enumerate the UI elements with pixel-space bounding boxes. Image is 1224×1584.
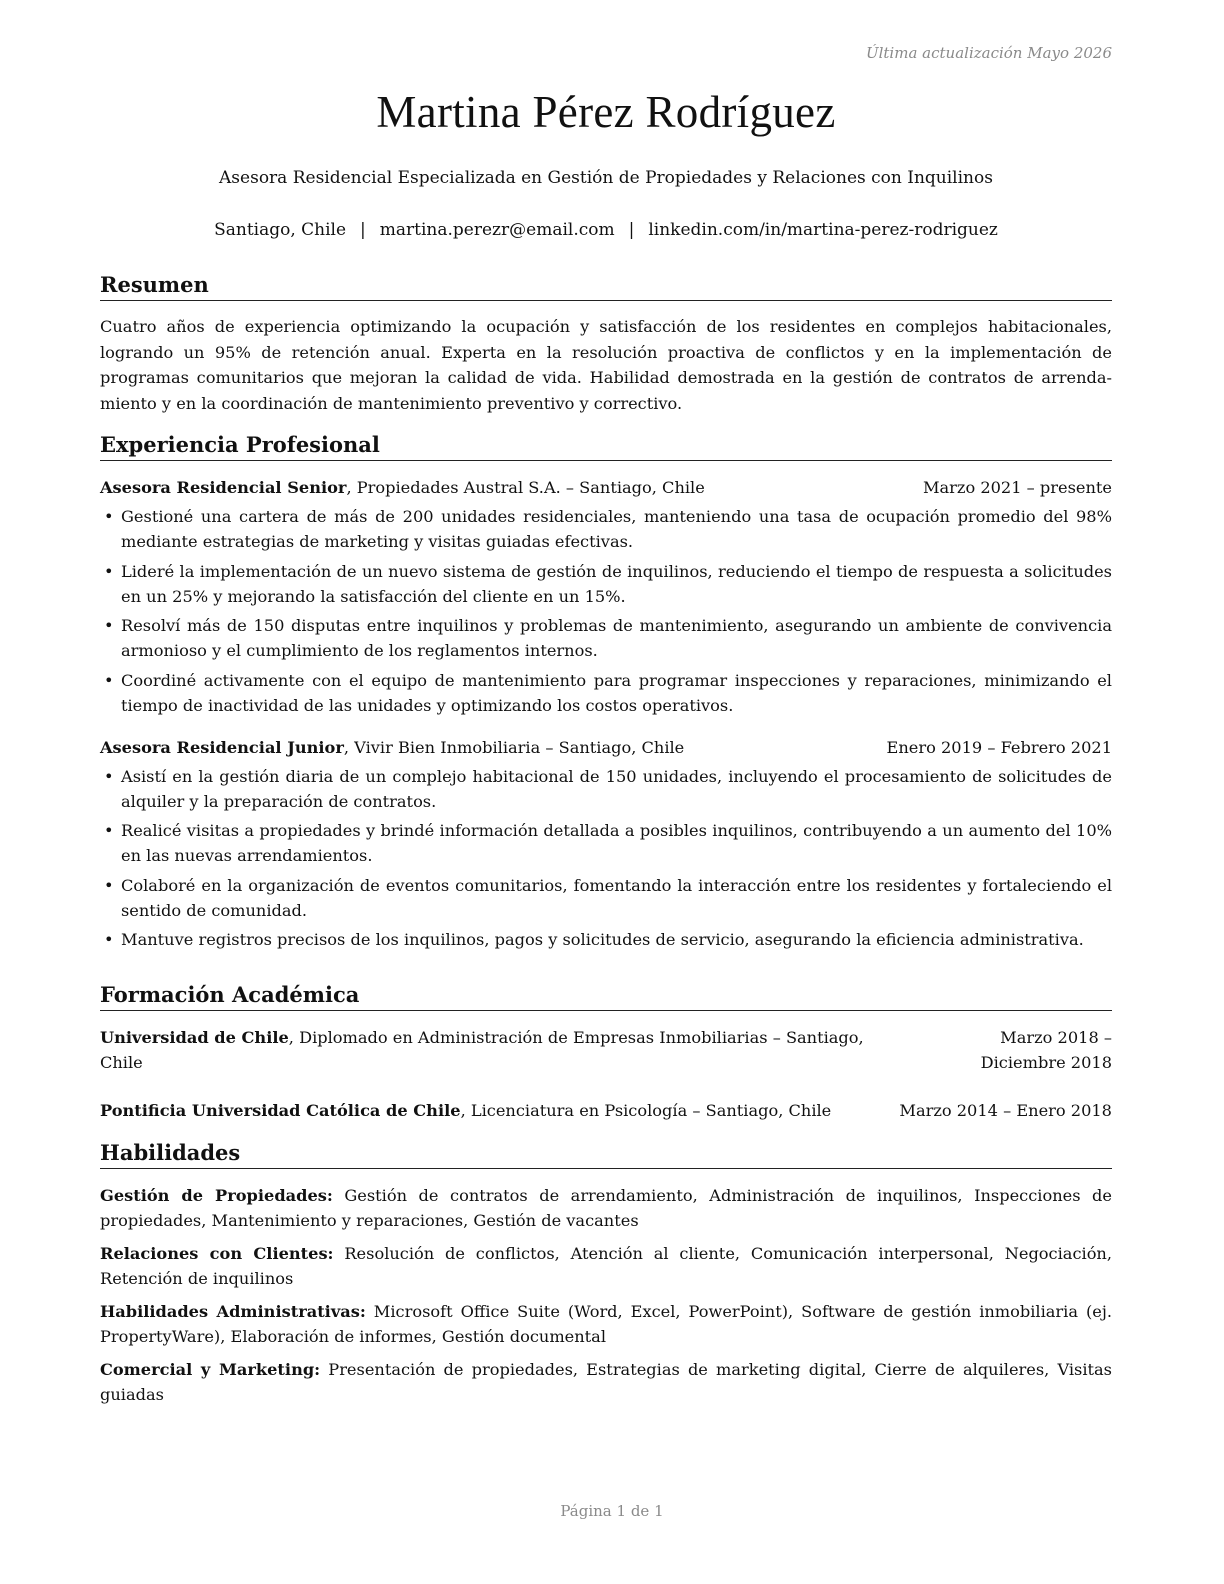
skill-group xyxy=(100,1183,1112,1233)
last-updated: Última actualización Mayo 2026 xyxy=(865,44,1112,62)
bullet-text: Lideré la implementación de un nuevo sistema de gestión de inquilinos, reduciendo el tiempo de respuesta a solicitudes en un 25% y mejorando la satisfacción del cliente en un 15%. xyxy=(121,561,1112,606)
candidate-name: Martina Pérez Rodríguez xyxy=(376,87,836,137)
skill-label: Habilidades Administrativas: xyxy=(100,1302,366,1321)
bullet-text: Realicé visitas a propiedades y brindé información detallada a posibles inquilinos, contribuyendo a un aumento del 10% en las nuevas arrendamientos. xyxy=(121,821,1112,865)
job-role: Asesora Residencial Senior xyxy=(100,478,347,497)
job-company: , Vivir Bien Inmobiliaria – Santiago, Chile xyxy=(343,737,685,757)
bullet-icon: • xyxy=(104,766,114,786)
skill-label: Comercial y Marketing: xyxy=(100,1360,321,1379)
list-item xyxy=(100,764,1112,814)
skill-group xyxy=(100,1357,1112,1407)
section-title: Resumen xyxy=(100,271,1112,301)
contact-line xyxy=(100,220,1112,240)
job-dates: Enero 2019 – Febrero 2021 xyxy=(886,737,1112,757)
bullet-icon: • xyxy=(104,821,114,840)
job-bullets xyxy=(100,504,1112,718)
section-habilidades xyxy=(100,1139,1112,1415)
list-item xyxy=(100,559,1112,609)
education-dates: Marzo 2018 – Diciembre 2018 xyxy=(980,1028,1112,1072)
bullet-text: Gestioné una cartera de más de 200 unidades residenciales, manteniendo una tasa de ocupación promedio del 98% mediante estrategias de marketing y visitas guiadas efectivas. xyxy=(121,507,1112,551)
list-item xyxy=(100,873,1112,923)
job-header xyxy=(100,475,1112,500)
job-dates: Marzo 2021 – presente xyxy=(922,478,1112,497)
bullet-icon: • xyxy=(104,875,114,895)
candidate-headline: Asesora Residencial Especializada en Gestión de Propiedades y Relaciones con Inquilinos xyxy=(219,168,993,188)
skill-label: Relaciones con Clientes: xyxy=(100,1244,334,1263)
skill-text: Presentación de propiedades, Estrategias de marketing digital, Cierre de alquileres, Visitas guiadas xyxy=(100,1360,1112,1404)
bullet-icon: • xyxy=(104,930,114,949)
skills-list xyxy=(100,1183,1112,1407)
list-item xyxy=(100,668,1112,718)
bullet-icon: • xyxy=(104,616,114,635)
bullet-text: Colaboré en la organización de eventos comunitarios, fomentando la interacción entre los residentes y fortaleciendo el sentido de comunidad. xyxy=(121,875,1112,920)
list-item xyxy=(100,927,1112,952)
education-detail: , Licenciatura en Psicología – Santiago, Chile xyxy=(460,1101,832,1120)
education-school: Pontificia Universidad Católica de Chile xyxy=(100,1101,461,1120)
job-entry xyxy=(100,475,1112,718)
list-item xyxy=(100,613,1112,663)
skill-group xyxy=(100,1299,1112,1349)
skill-group xyxy=(100,1241,1112,1291)
education-entry xyxy=(100,1025,1112,1075)
contact-email[interactable]: martina.perezr@email.com xyxy=(379,220,615,240)
education-school: Universidad de Chile xyxy=(100,1028,289,1047)
contact-separator: | xyxy=(360,220,366,240)
bullet-text: Asistí en la gestión diaria de un complejo habitacional de 150 unidades, incluyendo el procesamiento de solicitudes de alquiler y la preparación de contratos. xyxy=(121,766,1112,811)
summary-text: Cuatro años de experiencia optimizando la ocupación y satisfacción de los residentes en complejos habitacionales, logrando un 95% de retención anual. Experta en la resolución proactiva de conflictos y en la implementación de programas comunitarios que mejoran la calidad de vida. Habilidad demostrada en la gestión de contratos de arrendamiento y en la coordinación de mantenimiento preventivo y correctivo. xyxy=(100,317,1112,413)
job-role: Asesora Residencial Junior xyxy=(100,737,344,757)
bullet-icon: • xyxy=(104,670,114,690)
job-header xyxy=(100,735,1112,760)
section-title: Habilidades xyxy=(100,1139,1112,1169)
section-experiencia xyxy=(100,431,1112,957)
education-detail: , Diplomado en Administración de Empresas Inmobiliarias – Santiago, Chile xyxy=(100,1028,864,1072)
bullet-icon: • xyxy=(104,507,114,526)
contact-separator: | xyxy=(628,220,635,240)
education-entry xyxy=(100,1098,1112,1123)
skill-text: Gestión de contratos de arrendamiento, Administración de inquilinos, Inspecciones de propiedades, Mantenimiento y reparaciones, Gestión de vacantes xyxy=(100,1186,1112,1230)
bullet-icon: • xyxy=(104,561,114,581)
education-dates: Marzo 2014 – Enero 2018 xyxy=(899,1101,1112,1120)
contact-linkedin[interactable]: linkedin.com/in/martina-perez-rodriguez xyxy=(648,220,998,240)
job-entry xyxy=(100,735,1112,953)
skill-text: Resolución de conflictos, Atención al cliente, Comunicación interpersonal, Negociación, Retención de inquilinos xyxy=(100,1244,1113,1288)
section-title: Experiencia Profesional xyxy=(100,431,1112,461)
bullet-text: Mantuve registros precisos de los inquilinos, pagos y solicitudes de servicio, asegurando la eficiencia administrativa. xyxy=(121,930,1084,949)
contact-location: Santiago, Chile xyxy=(214,220,347,240)
page-number: Página 1 de 1 xyxy=(560,1502,664,1520)
skill-text: Microsoft Office Suite (Word, Excel, PowerPoint), Software de gestión inmobiliaria (ej. PropertyWare), Elaboración de informes, Gestión documental xyxy=(100,1302,1113,1346)
list-item xyxy=(100,818,1112,868)
section-title: Formación Académica xyxy=(100,981,1112,1011)
section-resumen xyxy=(100,271,1112,416)
list-item xyxy=(100,504,1112,554)
section-formacion xyxy=(100,981,1112,1123)
job-bullets xyxy=(100,764,1112,953)
skill-label: Gestión de Propiedades: xyxy=(100,1186,333,1205)
bullet-text: Coordiné activamente con el equipo de mantenimiento para programar inspecciones y reparaciones, minimizando el tiempo de inactividad de las unidades y optimizando los costos operativos. xyxy=(121,670,1112,715)
job-company: , Propiedades Austral S.A. – Santiago, Chile xyxy=(346,478,705,497)
bullet-text: Resolví más de 150 disputas entre inquilinos y problemas de mantenimiento, asegurando un ambiente de convivencia armonioso y el cumplimiento de los reglamentos internos. xyxy=(121,616,1112,660)
